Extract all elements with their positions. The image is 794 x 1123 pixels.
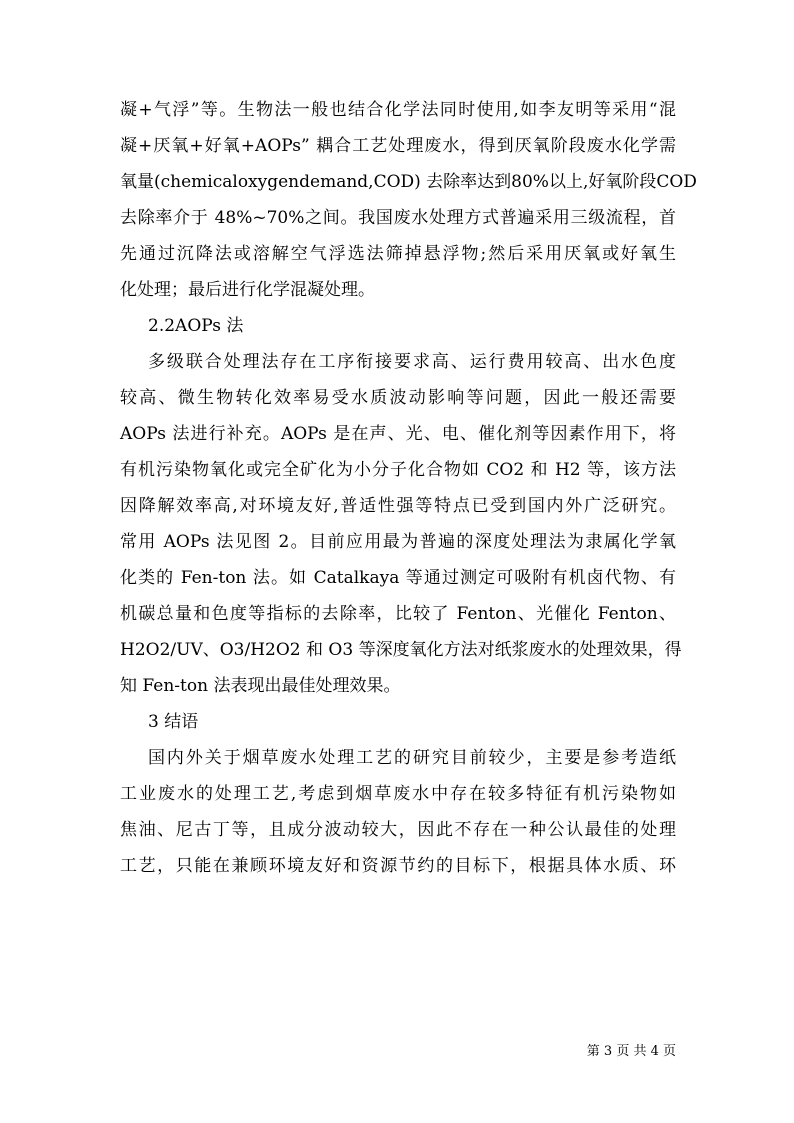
text-line: 工艺，只能在兼顾环境友好和资源节约的目标下，根据具体水质、环 bbox=[120, 856, 676, 876]
text-line: 有机污染物氧化或完全矿化为小分子化合物如 CO2 和 H2 等，该方法 bbox=[120, 460, 676, 480]
text-line: 知 Fen-ton 法表现出最佳处理效果。 bbox=[120, 676, 401, 696]
text-line: 机碳总量和色度等指标的去除率，比较了 Fenton、光催化 Fenton、 bbox=[120, 604, 676, 624]
text-line: 去除率介于 48%~70%之间。我国废水处理方式普遍采用三级流程，首 bbox=[120, 208, 676, 228]
text-line: 凝+气浮”等。生物法一般也结合化学法同时使用,如李友明等采用“混 bbox=[120, 100, 676, 120]
text-line: 因降解效率高,对环境友好,普适性强等特点已受到国内外广泛研究。 bbox=[120, 496, 676, 516]
body-text bbox=[120, 92, 697, 884]
text-line: 多级联合处理法存在工序衔接要求高、运行费用较高、出水色度 bbox=[148, 352, 676, 372]
text-line: 工业废水的处理工艺,考虑到烟草废水中存在较多特征有机污染物如 bbox=[120, 784, 676, 804]
text-line: H2O2/UV、O3/H2O2 和 O3 等深度氧化方法对纸浆废水的处理效果，得 bbox=[120, 640, 682, 660]
text-line: 化类的 Fen-ton 法。如 Catalkaya 等通过测定可吸附有机卤代物、有 bbox=[120, 568, 676, 588]
text-line: 氧量(chemicaloxygendemand,COD) 去除率达到80%以上,好氧阶段COD bbox=[120, 172, 697, 192]
text-line: 焦油、尼古丁等，且成分波动较大，因此不存在一种公认最佳的处理 bbox=[120, 820, 676, 840]
text-line: 常用 AOPs 法见图 2。目前应用最为普遍的深度处理法为隶属化学氧 bbox=[120, 532, 676, 552]
section-heading: 2.2AOPs 法 bbox=[148, 316, 244, 336]
text-line: 国内外关于烟草废水处理工艺的研究目前较少，主要是参考造纸 bbox=[148, 748, 676, 768]
text-line: 化处理；最后进行化学混凝处理。 bbox=[120, 280, 375, 300]
text-line: 较高、微生物转化效率易受水质波动影响等问题，因此一般还需要 bbox=[120, 388, 676, 408]
text-line: AOPs 法进行补充。AOPs 是在声、光、电、催化剂等因素作用下，将 bbox=[120, 424, 676, 444]
page-number-footer: 第 3 页 共 4 页 bbox=[586, 1044, 676, 1059]
text-line: 先通过沉降法或溶解空气浮选法筛掉悬浮物;然后采用厌氧或好氧生 bbox=[120, 244, 676, 264]
text-line: 凝+厌氧+好氧+AOPs” 耦合工艺处理废水，得到厌氧阶段废水化学需 bbox=[120, 136, 676, 156]
section-heading: 3 结语 bbox=[148, 712, 199, 732]
